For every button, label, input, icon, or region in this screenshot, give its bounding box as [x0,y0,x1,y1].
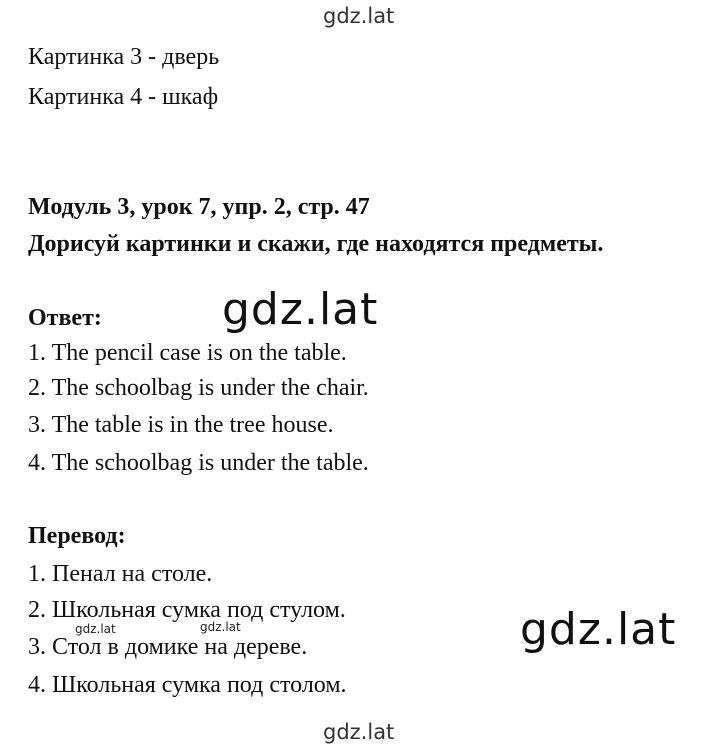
translation-item-2: 2. Школьная сумка под стулом. [28,597,346,623]
translation-item-3: 3. Стол в домике на дереве. [28,634,308,660]
exercise-header: Модуль 3, урок 7, упр. 2, стр. 47 [28,194,370,220]
watermark-tiny-right: gdz.lat [200,620,241,634]
watermark-bottom: gdz.lat [323,720,395,744]
intro-line-2: Картинка 4 - шкаф [28,84,219,110]
translation-label: Перевод: [28,523,126,549]
translation-item-4: 4. Школьная сумка под столом. [28,672,347,698]
exercise-task: Дорисуй картинки и скажи, где находятся предметы. [28,231,604,257]
intro-line-1: Картинка 3 - дверь [28,44,220,70]
watermark-middle: gdz.lat [222,284,379,335]
answer-label: Ответ: [28,305,102,331]
translation-item-1: 1. Пенал на столе. [28,561,213,587]
watermark-top: gdz.lat [323,4,395,28]
answer-item-2: 2. The schoolbag is under the chair. [28,375,369,401]
watermark-right: gdz.lat [520,604,677,655]
answer-item-1: 1. The pencil case is on the table. [28,340,347,366]
watermark-tiny-left: gdz.lat [75,622,116,636]
answer-item-3: 3. The table is in the tree house. [28,412,334,438]
answer-item-4: 4. The schoolbag is under the table. [28,450,369,476]
